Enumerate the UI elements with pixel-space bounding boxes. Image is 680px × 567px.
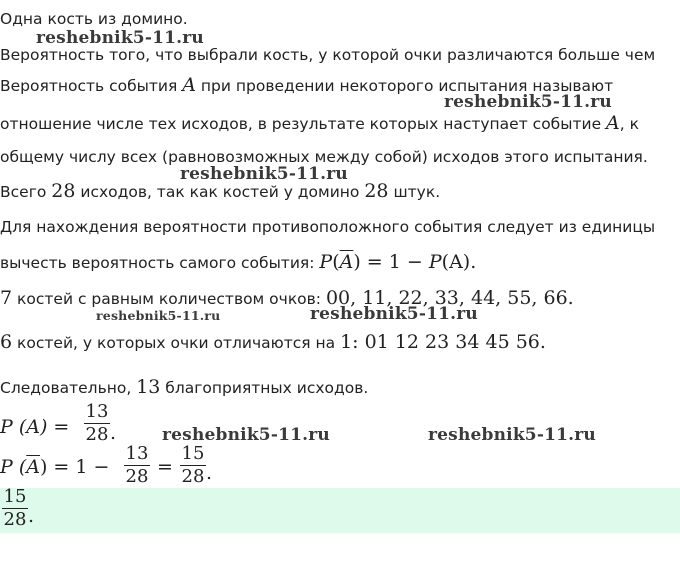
- math-list: : 01 12 23 34 45 56.: [352, 331, 546, 353]
- favorable-line: [0, 376, 368, 399]
- math-var: A: [182, 74, 196, 96]
- watermark: reshebnik5-11.ru: [180, 164, 348, 184]
- differ-line: [0, 331, 546, 354]
- numerator: 15: [3, 486, 27, 507]
- math-tail: .: [206, 462, 213, 484]
- formula-pa: [0, 416, 69, 438]
- text: отношение числе тех исходов, в результате которых наступает событие: [0, 115, 607, 133]
- math-tail: (A).: [441, 251, 477, 273]
- text: исходов, так как костей у домино: [75, 183, 365, 201]
- text: Следовательно,: [0, 379, 137, 397]
- question-text: Вероятность того, что выбрали кость, у которой очки различаются больше чем: [0, 46, 656, 64]
- complement-line-2: [0, 251, 476, 274]
- math-tail: .: [28, 505, 35, 527]
- math-num: 13: [136, 376, 161, 398]
- math-paren: ): [353, 251, 361, 273]
- math-num: 6: [0, 331, 13, 353]
- text: штук.: [388, 183, 441, 201]
- watermark: reshebnik5-11.ru: [96, 308, 221, 323]
- definition-line-2: [0, 112, 639, 135]
- math-num: 28: [364, 180, 389, 202]
- numerator: 13: [125, 443, 149, 464]
- math-var: A: [606, 112, 620, 134]
- math-var: $\overline{A}$: [339, 251, 354, 273]
- watermark: reshebnik5-11.ru: [428, 425, 596, 445]
- math-tail: .: [110, 422, 117, 444]
- math-num: 7: [0, 287, 13, 309]
- text: , к: [619, 115, 639, 133]
- fraction: [84, 402, 110, 445]
- math-var: P: [428, 251, 442, 273]
- math-var: P: [319, 251, 333, 273]
- fraction: [124, 444, 150, 487]
- text: вычесть вероятность самого события:: [0, 254, 320, 272]
- problem-text: Одна кость из домино.: [0, 10, 188, 28]
- math-paren: (: [332, 251, 340, 273]
- math-var: P (: [0, 456, 27, 478]
- math-op: = 1 −: [360, 251, 429, 273]
- text: Вероятность события: [0, 77, 183, 95]
- numerator: 15: [181, 443, 205, 464]
- complement-line-1: Для нахождения вероятности противоположного события следует из единицы: [0, 218, 656, 236]
- text: при проведении некоторого испытания называют: [195, 77, 614, 95]
- math-lhs: P (A) =: [0, 416, 70, 438]
- equals-sign: =: [157, 456, 173, 478]
- math-var: $\overline{A}$: [26, 456, 40, 478]
- watermark: reshebnik5-11.ru: [162, 425, 330, 445]
- denominator: 28: [85, 424, 109, 445]
- text: костей с равным количеством очков:: [12, 290, 326, 308]
- watermark: reshebnik5-11.ru: [310, 304, 478, 324]
- numerator: 13: [85, 401, 109, 422]
- definition-line-3: общему числу всех (равновозможных между собой) исходов этого испытания.: [0, 148, 648, 166]
- math-num: 1: [340, 331, 353, 353]
- formula-pa-bar: [0, 456, 109, 478]
- math-num: 28: [51, 180, 76, 202]
- denominator: 28: [125, 466, 149, 487]
- fraction: [180, 444, 206, 487]
- math-op: ) = 1 −: [39, 456, 110, 478]
- denominator: 28: [181, 466, 205, 487]
- text: костей, у которых очки отличаются на: [12, 334, 341, 352]
- answer-fraction: [2, 487, 28, 530]
- text: Всего: [0, 183, 52, 201]
- watermark: reshebnik5-11.ru: [444, 92, 612, 112]
- watermark: reshebnik5-11.ru: [36, 28, 204, 48]
- math-list: 00, 11, 22, 33, 44, 55, 66.: [325, 287, 574, 309]
- total-line: [0, 180, 440, 203]
- equal-line: [0, 287, 574, 310]
- answer-box: [0, 488, 680, 533]
- text: благоприятных исходов.: [160, 379, 369, 397]
- denominator: 28: [3, 509, 27, 530]
